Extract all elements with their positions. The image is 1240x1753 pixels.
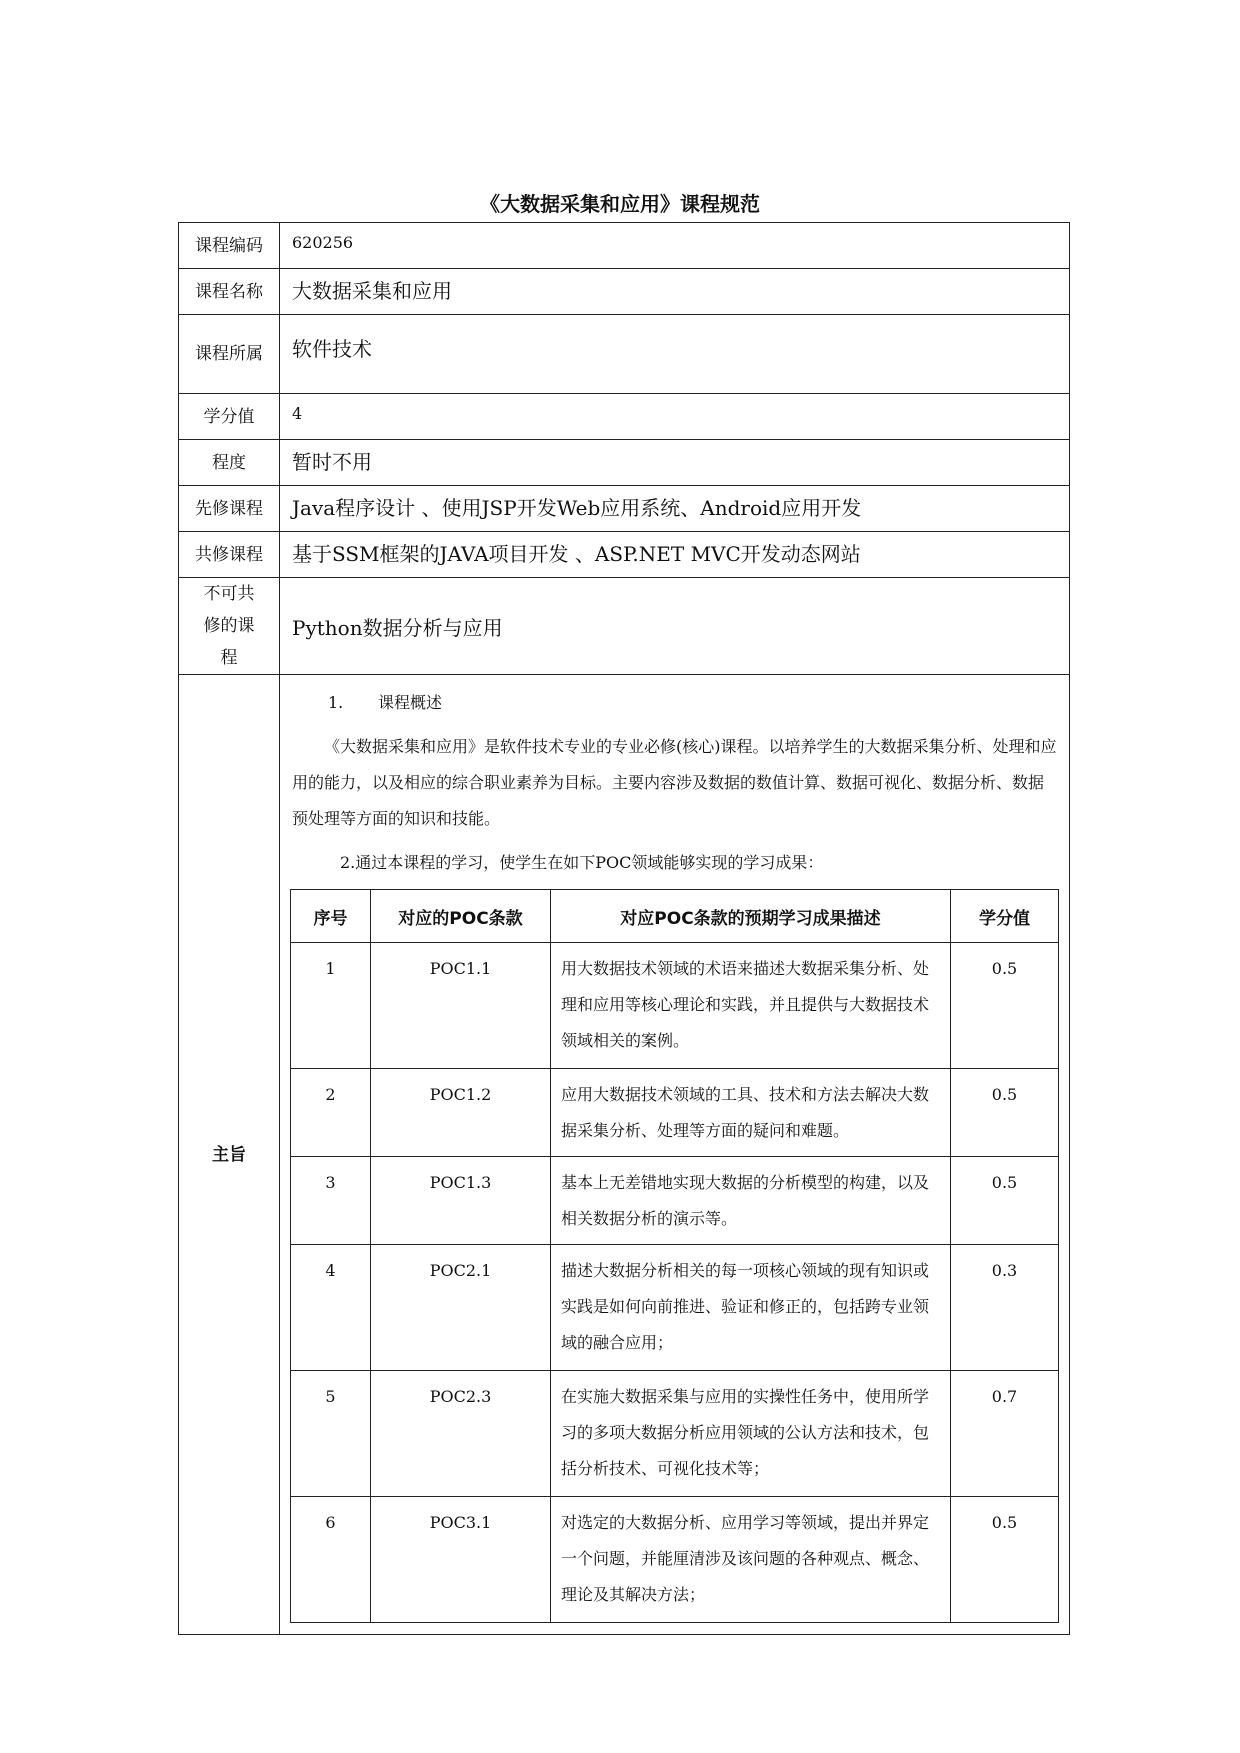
item-no: 3 — [291, 1157, 371, 1245]
section-2-heading: 2.通过本课程的学习，使学生在如下POC领域能够实现的学习成果： — [340, 853, 824, 872]
row-label: 程度 — [179, 440, 280, 486]
item-desc: 描述大数据分析相关的每一项核心领域的现有知识或实践是如何向前推进、验证和修正的，包括跨专业领域的融合应用； — [551, 1245, 951, 1371]
item-no: 1 — [291, 943, 371, 1069]
overview-paragraph: 《大数据采集和应用》是软件技术专业的专业必修(核心)课程。以培养学生的大数据采集分析、处理和应用的能力，以及相应的综合职业素养为目标。主要内容涉及数据的数值计算、数据可视化、数据分析、数据预处理等方面的知识和技能。 — [292, 737, 1057, 828]
row-label: 学分值 — [179, 394, 280, 440]
table-row — [179, 394, 1070, 440]
item-no: 4 — [291, 1245, 371, 1371]
row-value: Java程序设计 、使用JSP开发Web应用系统、Android应用开发 — [280, 486, 1070, 532]
table-row — [291, 1245, 1059, 1371]
main-label: 主旨 — [179, 675, 280, 1635]
item-poc: POC1.2 — [371, 1069, 551, 1157]
row-value: 620256 — [280, 223, 1070, 269]
table-row — [291, 943, 1059, 1069]
row-label: 课程编码 — [179, 223, 280, 269]
item-poc: POC1.3 — [371, 1157, 551, 1245]
table-row — [291, 1497, 1059, 1623]
item-desc: 应用大数据技术领域的工具、技术和方法去解决大数据采集分析、处理等方面的疑问和难题。 — [551, 1069, 951, 1157]
row-value: 软件技术 — [280, 315, 1070, 394]
poc-table — [290, 889, 1059, 1623]
item-desc: 基本上无差错地实现大数据的分析模型的构建，以及相关数据分析的演示等。 — [551, 1157, 951, 1245]
section-1-number: 1. — [328, 693, 344, 712]
header-desc: 对应POC条款的预期学习成果描述 — [551, 890, 951, 943]
row-value: Python数据分析与应用 — [280, 578, 1070, 675]
item-credit: 0.3 — [951, 1245, 1059, 1371]
row-value: 暂时不用 — [280, 440, 1070, 486]
header-no: 序号 — [291, 890, 371, 943]
document-title: 《大数据采集和应用》课程规范 — [480, 192, 760, 216]
item-poc: POC1.1 — [371, 943, 551, 1069]
table-row — [179, 315, 1070, 394]
table-row — [291, 1371, 1059, 1497]
section-1-title: 课程概述 — [378, 693, 443, 712]
item-desc: 对选定的大数据分析、应用学习等领域，提出并界定一个问题，并能厘清涉及该问题的各种观点、概念、理论及其解决方法； — [551, 1497, 951, 1623]
table-row — [291, 1069, 1059, 1157]
item-poc: POC3.1 — [371, 1497, 551, 1623]
table-row — [179, 440, 1070, 486]
item-credit: 0.7 — [951, 1371, 1059, 1497]
table-row — [179, 532, 1070, 578]
item-credit: 0.5 — [951, 1157, 1059, 1245]
table-row — [179, 675, 1070, 1635]
poc-header-row — [291, 890, 1059, 943]
table-row — [179, 223, 1070, 269]
item-credit: 0.5 — [951, 1497, 1059, 1623]
item-no: 2 — [291, 1069, 371, 1157]
item-desc: 在实施大数据采集与应用的实操性任务中，使用所学习的多项大数据分析应用领域的公认方法和技术，包括分析技术、可视化技术等； — [551, 1371, 951, 1497]
header-poc: 对应的POC条款 — [371, 890, 551, 943]
row-value: 基于SSM框架的JAVA项目开发 、ASP.NET MVC开发动态网站 — [280, 532, 1070, 578]
row-value: 4 — [280, 394, 1070, 440]
row-label: 先修课程 — [179, 486, 280, 532]
course-spec-table — [178, 222, 1070, 1635]
item-no: 5 — [291, 1371, 371, 1497]
row-label: 课程名称 — [179, 269, 280, 315]
section-1-heading — [292, 685, 1059, 721]
item-credit: 0.5 — [951, 1069, 1059, 1157]
row-label: 不可共修的课程 — [179, 578, 280, 675]
table-row — [291, 1157, 1059, 1245]
item-credit: 0.5 — [951, 943, 1059, 1069]
item-no: 6 — [291, 1497, 371, 1623]
item-poc: POC2.1 — [371, 1245, 551, 1371]
row-label: 共修课程 — [179, 532, 280, 578]
row-value: 大数据采集和应用 — [280, 269, 1070, 315]
item-desc: 用大数据技术领域的术语来描述大数据采集分析、处理和应用等核心理论和实践，并且提供与大数据技术领域相关的案例。 — [551, 943, 951, 1069]
row-label: 课程所属 — [179, 315, 280, 394]
item-poc: POC2.3 — [371, 1371, 551, 1497]
header-credit: 学分值 — [951, 890, 1059, 943]
table-row — [179, 269, 1070, 315]
main-content — [280, 675, 1070, 1635]
table-row — [179, 486, 1070, 532]
table-row — [179, 578, 1070, 675]
